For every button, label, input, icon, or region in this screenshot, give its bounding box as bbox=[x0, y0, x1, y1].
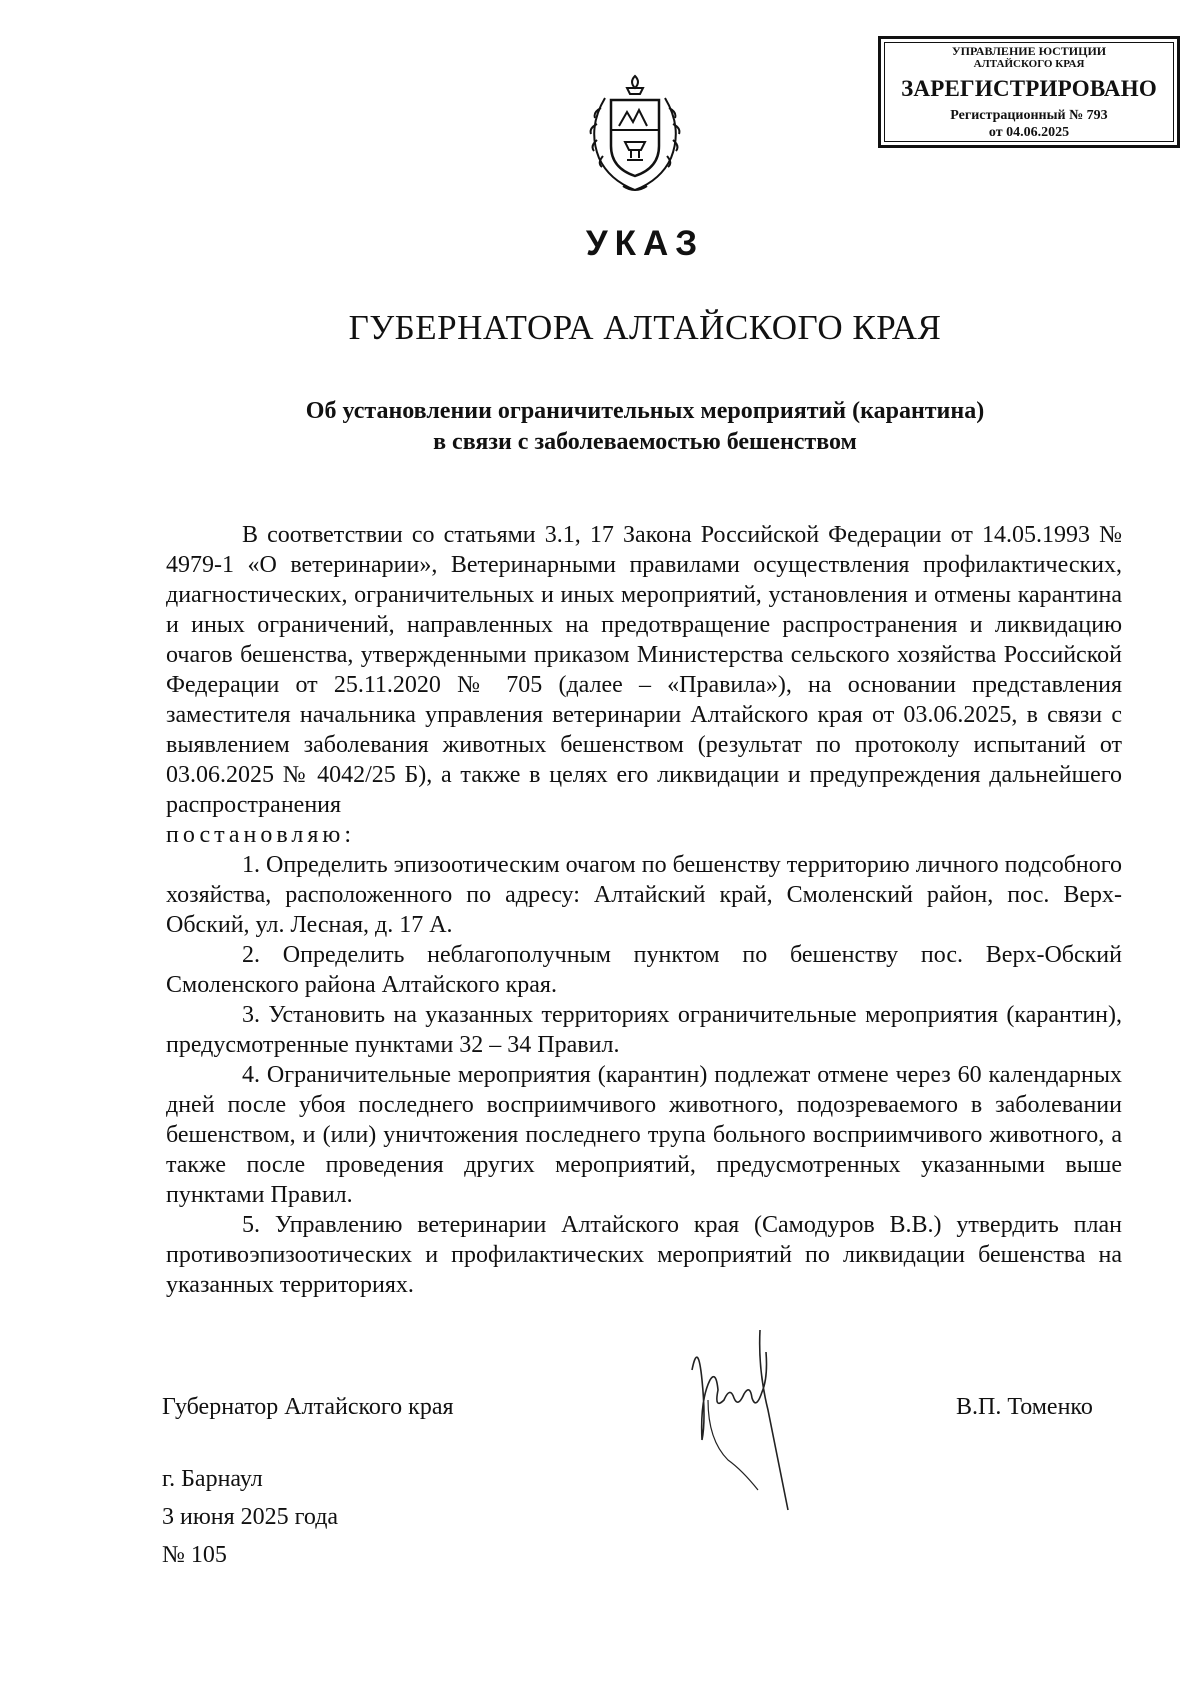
issue-city: г. Барнаул bbox=[162, 1466, 263, 1492]
issue-date: 3 июня 2025 года bbox=[162, 1504, 339, 1530]
registration-stamp bbox=[878, 36, 1180, 148]
signer-position: Губернатор Алтайского края bbox=[162, 1394, 454, 1420]
decree-item-4: 4. Ограничительные мероприятия (карантин) подлежат отмене через 60 календарных дней после убоя последнего восприимчивого животного, подозреваемого в заболевании бешенством, и (или) уничтожения последнего трупа больного восприимчивого животного, а также после проведения других мероприятий, предусмотренных указанными выше пунктами Правил. bbox=[166, 1062, 1122, 1208]
document-subject bbox=[0, 396, 1200, 458]
subject-line-1: Об установлении ограничительных мероприятий (карантина) bbox=[305, 398, 985, 424]
decree-item-2: 2. Определить неблагополучным пунктом по бешенству пос. Верх-Обский Смоленского района Алтайского края. bbox=[166, 942, 1122, 998]
subject-line-2: в связи с заболеваемостью бешенством bbox=[433, 429, 857, 455]
stamp-reg-number: Регистрационный № 793 bbox=[950, 107, 1108, 123]
decree-word: постановляю: bbox=[166, 822, 355, 848]
signer-name: В.П. Томенко bbox=[956, 1394, 1093, 1420]
decree-item-1: 1. Определить эпизоотическим очагом по бешенству территорию личного подсобного хозяйства, расположенного по адресу: Алтайский край, Смоленский район, пос. Верх-Обский, ул. Лесная, д. 17 А. bbox=[166, 852, 1122, 938]
decree-item-3: 3. Установить на указанных территориях ограничительные мероприятия (карантин), предусмотренные пунктами 32 – 34 Правил. bbox=[166, 1002, 1122, 1058]
stamp-org-line2: АЛТАЙСКОГО КРАЯ bbox=[973, 58, 1085, 71]
document-type: УКАЗ bbox=[585, 224, 705, 263]
handwritten-signature-icon bbox=[688, 1330, 828, 1520]
document-footer bbox=[162, 1460, 338, 1574]
stamp-reg-date: от 04.06.2025 bbox=[988, 124, 1070, 140]
stamp-status: ЗАРЕГИСТРИРОВАНО bbox=[901, 76, 1157, 102]
document-body bbox=[166, 520, 1122, 1300]
decree-item-5: 5. Управлению ветеринарии Алтайского края (Самодуров В.В.) утвердить план противоэпизоотических и профилактических мероприятий по ликвидации бешенства на указанных территориях. bbox=[166, 1212, 1122, 1298]
coat-of-arms-icon bbox=[575, 68, 695, 198]
stamp-org-line1: УПРАВЛЕНИЕ ЮСТИЦИИ bbox=[951, 44, 1107, 58]
preamble-paragraph: В соответствии со статьями 3.1, 17 Закона Российской Федерации от 14.05.1993 № 4979-1 «О ветеринарии», Ветеринарными правилами осуществления профилактических, диагностических, ограничительных и иных мероприятий, установления и отмены карантина и иных ограничений, направленных на предотвращение распространения и ликвидацию очагов бешенства, утвержденными приказом Министерства сельского хозяйства Российской Федерации от 25.11.2020 № 705 (далее – «Правила»), на основании представления заместителя начальника управления ветеринарии Алтайского края от 03.06.2025, в связи с выявлением заболевания животных бешенством (результат по протоколу испытаний от 03.06.2025 № 4042/25 Б), а также в целях его ликвидации и предупреждения дальнейшего распространения bbox=[166, 522, 1122, 818]
issuer-title: ГУБЕРНАТОРА АЛТАЙСКОГО КРАЯ bbox=[348, 308, 942, 347]
document-number: № 105 bbox=[162, 1542, 227, 1568]
